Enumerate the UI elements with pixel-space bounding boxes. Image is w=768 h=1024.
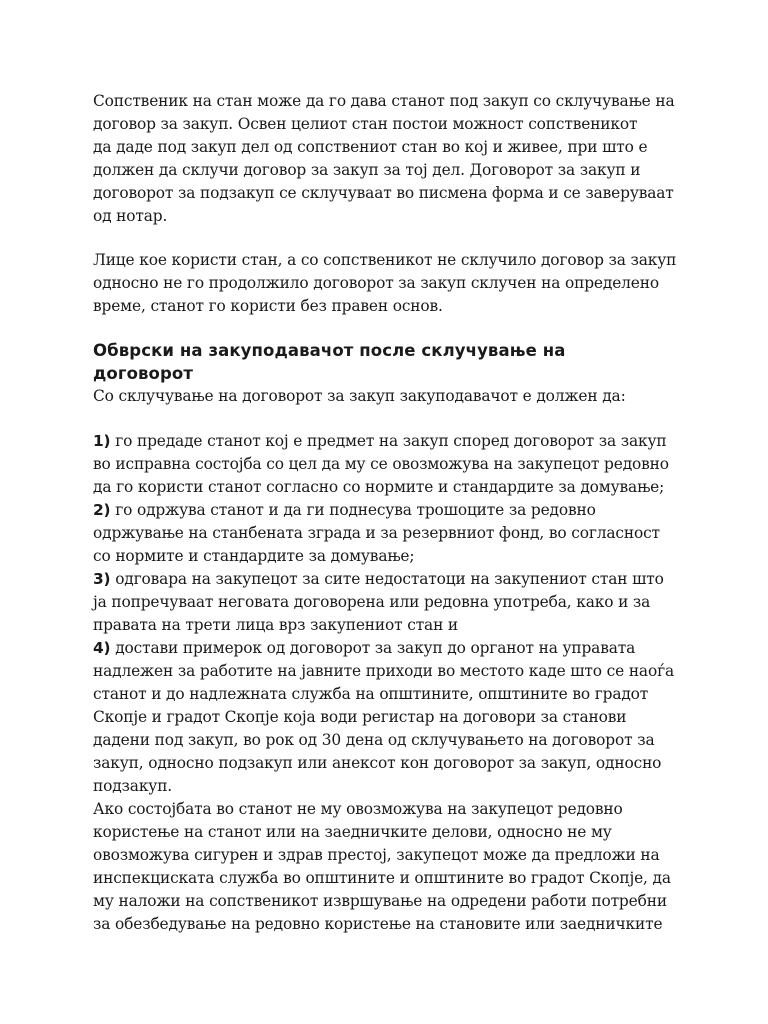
item-number: 3) xyxy=(93,570,111,588)
text-line: подзакуп. xyxy=(93,777,173,795)
text-line: инспекциската служба во општините и општините во градот Скопје, да xyxy=(93,869,671,887)
text-line: дадени под закуп, во рок од 30 дена од склучувањето на договорот за xyxy=(93,731,655,749)
text-line: Лице кое користи стан, а со сопственикот не склучило договор за закуп xyxy=(93,251,677,269)
text-line: Сопственик на стан може да го дава станот под закуп со склучување на xyxy=(93,92,675,110)
text-line: одржување на станбената зграда и за резервниот фонд, во согласност xyxy=(93,524,660,542)
text-line: користење на станот или на заедничките делови, односно не му xyxy=(93,823,612,841)
text-line: станот и до надлежната служба на општините, општините во градот xyxy=(93,685,649,703)
text-line xyxy=(93,568,664,591)
text-line: време, станот го користи без правен основ. xyxy=(93,297,443,315)
text-line: му наложи на сопственикот извршување на одредени работи потребни xyxy=(93,892,667,910)
text-line: надлежен за работите на јавните приходи во местото каде што се наоѓа xyxy=(93,662,675,680)
item-number: 1) xyxy=(93,432,111,450)
text-line: за обезбедување на редовно користење на становите или заедничките xyxy=(93,915,663,933)
heading-line: Обврски на закуподавачот после склучување на xyxy=(93,341,566,360)
text-line: должен да склучи договор за закуп за тој дел. Договорот за закуп и xyxy=(93,161,641,179)
item-text: го одржува станот и да ги поднесува трошоците за редовно xyxy=(110,501,596,519)
text-line: правата на трети лица врз закупениот стан и xyxy=(93,616,459,634)
text-line xyxy=(93,499,596,522)
text-line: со нормите и стандардите за домување; xyxy=(93,547,415,565)
text-line: закуп, односно подзакуп или анексот кон договорот за закуп, односно xyxy=(93,754,662,772)
heading-line: договорот xyxy=(93,364,194,383)
text-line xyxy=(93,430,667,453)
text-line: да го користи станот согласно со нормите и стандардите за домување; xyxy=(93,478,665,496)
item-number: 2) xyxy=(93,501,111,519)
item-number: 4) xyxy=(93,639,111,657)
text-line: во исправна состојба со цел да му се овозможува на закупецот редовно xyxy=(93,455,669,473)
intro-line: Со склучување на договорот за закуп закуподавачот е должен да: xyxy=(93,387,626,405)
text-line: односно не го продолжило договорот за закуп склучен на определено xyxy=(93,274,659,292)
text-line: Скопје и градот Скопје која води регистар на договори за станови xyxy=(93,708,627,726)
text-line: Ако состојбата во станот не му овозможува на закупецот редовно xyxy=(93,800,623,818)
text-line: овозможува сигурен и здрав престој, закупецот може да предложи на xyxy=(93,846,660,864)
text-line: од нотар. xyxy=(93,207,168,225)
item-text: одговара на закупецот за сите недостатоци на закупениот стан што xyxy=(110,570,664,588)
item-text: го предаде станот кој е предмет на закуп според договорот за закуп xyxy=(110,432,667,450)
text-line: договорот за подзакуп се склучуваат во писмена форма и се заверуваат xyxy=(93,184,674,202)
text-line xyxy=(93,637,635,660)
text-line: да даде под закуп дел од сопствениот стан во кој и живее, при што е xyxy=(93,138,648,156)
text-line: ја попречуваат неговата договорена или редовна употреба, како и за xyxy=(93,593,651,611)
item-text: достави примерок од договорот за закуп до органот на управата xyxy=(110,639,636,657)
text-line: договор за закуп. Освен целиот стан постои можност сопственикот xyxy=(93,115,638,133)
